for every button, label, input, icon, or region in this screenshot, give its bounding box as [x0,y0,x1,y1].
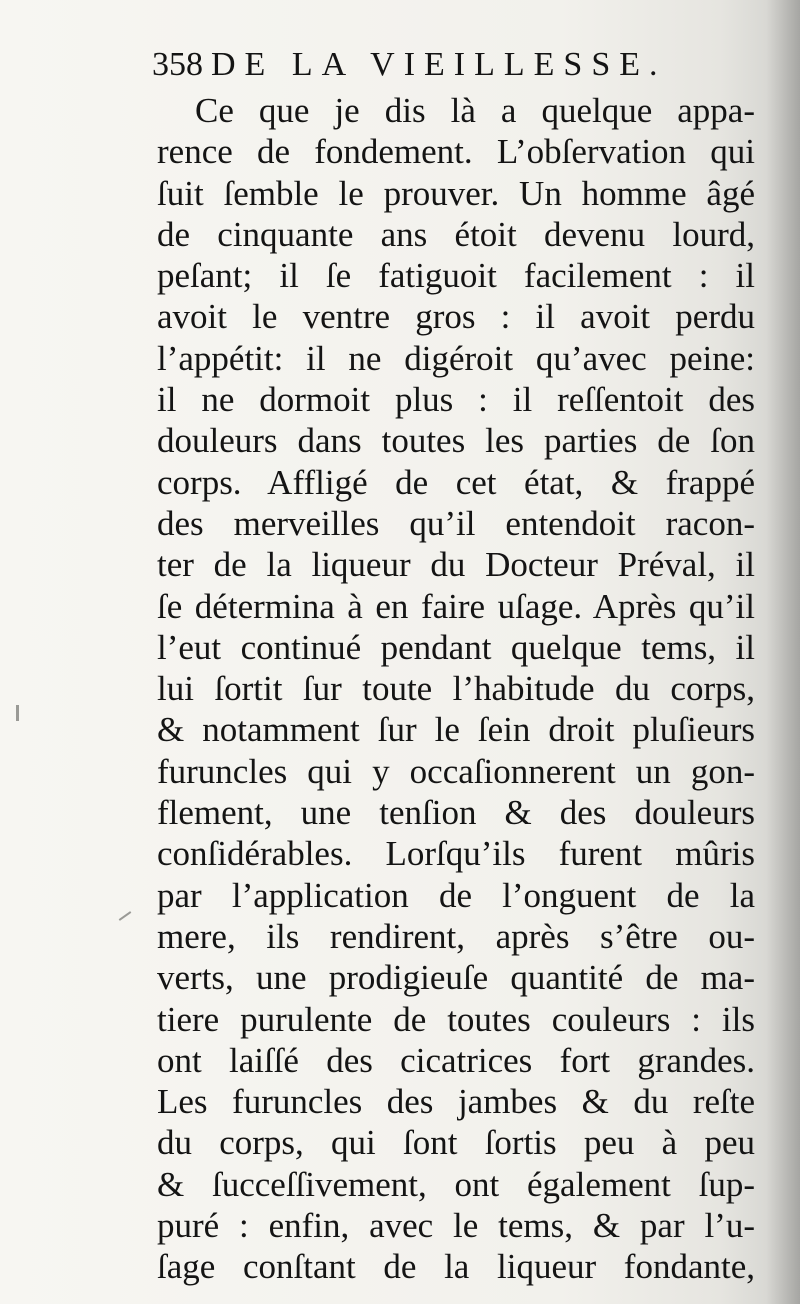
text-line: tiere purulente de toutes couleurs : ils [157,999,755,1039]
text-line: Les furuncles des jambes & du reſte [157,1082,755,1122]
text-line: corps. Affligé de cet état, & frappé [157,462,755,502]
text-line: verts, une prodigieuſe quantité de ma- [157,958,755,998]
running-title: DE LA VIEILLESSE. [211,46,667,83]
body-text [157,90,755,1288]
text-line: furuncles qui y occaſionnerent un gon- [157,751,755,791]
text-line: du corps, qui ſont ſortis peu à peu [157,1123,755,1163]
text-line: puré : enfin, avec le tems, & par l’u- [157,1206,755,1246]
text-line: il ne dormoit plus : il reſſentoit des [157,380,755,420]
text-line: lui ſortit ſur toute l’habitude du corps, [157,669,755,709]
text-line: l’eut continué pendant quelque tems, il [157,627,755,667]
text-line: mere, ils rendirent, après s’être ou- [157,916,755,956]
text-line: ſe détermina à en faire uſage. Après qu’il [157,586,755,626]
text-line: & ſucceſſivement, ont également ſup- [157,1164,755,1204]
text-line: conſidérables. Lorſqu’ils furent mûris [157,834,755,874]
text-line: de cinquante ans étoit devenu lourd, [157,214,755,254]
text-line: flement, une tenſion & des douleurs [157,793,755,833]
text-line: des merveilles qu’il entendoit racon- [157,503,755,543]
text-line: avoit le ventre gros : il avoit perdu [157,297,755,337]
text-line: rence de fondement. L’obſervation qui [157,132,755,172]
text-line: ſuit ſemble le prouver. Un homme âgé [157,173,755,213]
text-line: ter de la liqueur du Docteur Préval, il [157,545,755,585]
text-line: douleurs dans toutes les parties de ſon [157,421,755,461]
text-line: ſage conſtant de la liqueur fondante, [157,1247,755,1287]
margin-mark [16,705,19,721]
page-number: 358 [152,46,203,83]
margin-mark [119,911,132,921]
text-line: & notamment ſur le ſein droit pluſieurs [157,710,755,750]
running-head [152,46,692,90]
text-line: l’appétit: il ne digéroit qu’avec peine: [157,338,755,378]
page-edge-shadow [766,0,800,1304]
text-line: ont laiſſé des cicatrices fort grandes. [157,1040,755,1080]
text-line: peſant; il ſe fatiguoit facilement : il [157,256,755,296]
text-line: par l’application de l’onguent de la [157,875,755,915]
text-line: Ce que je dis là a quelque appa- [195,91,755,130]
